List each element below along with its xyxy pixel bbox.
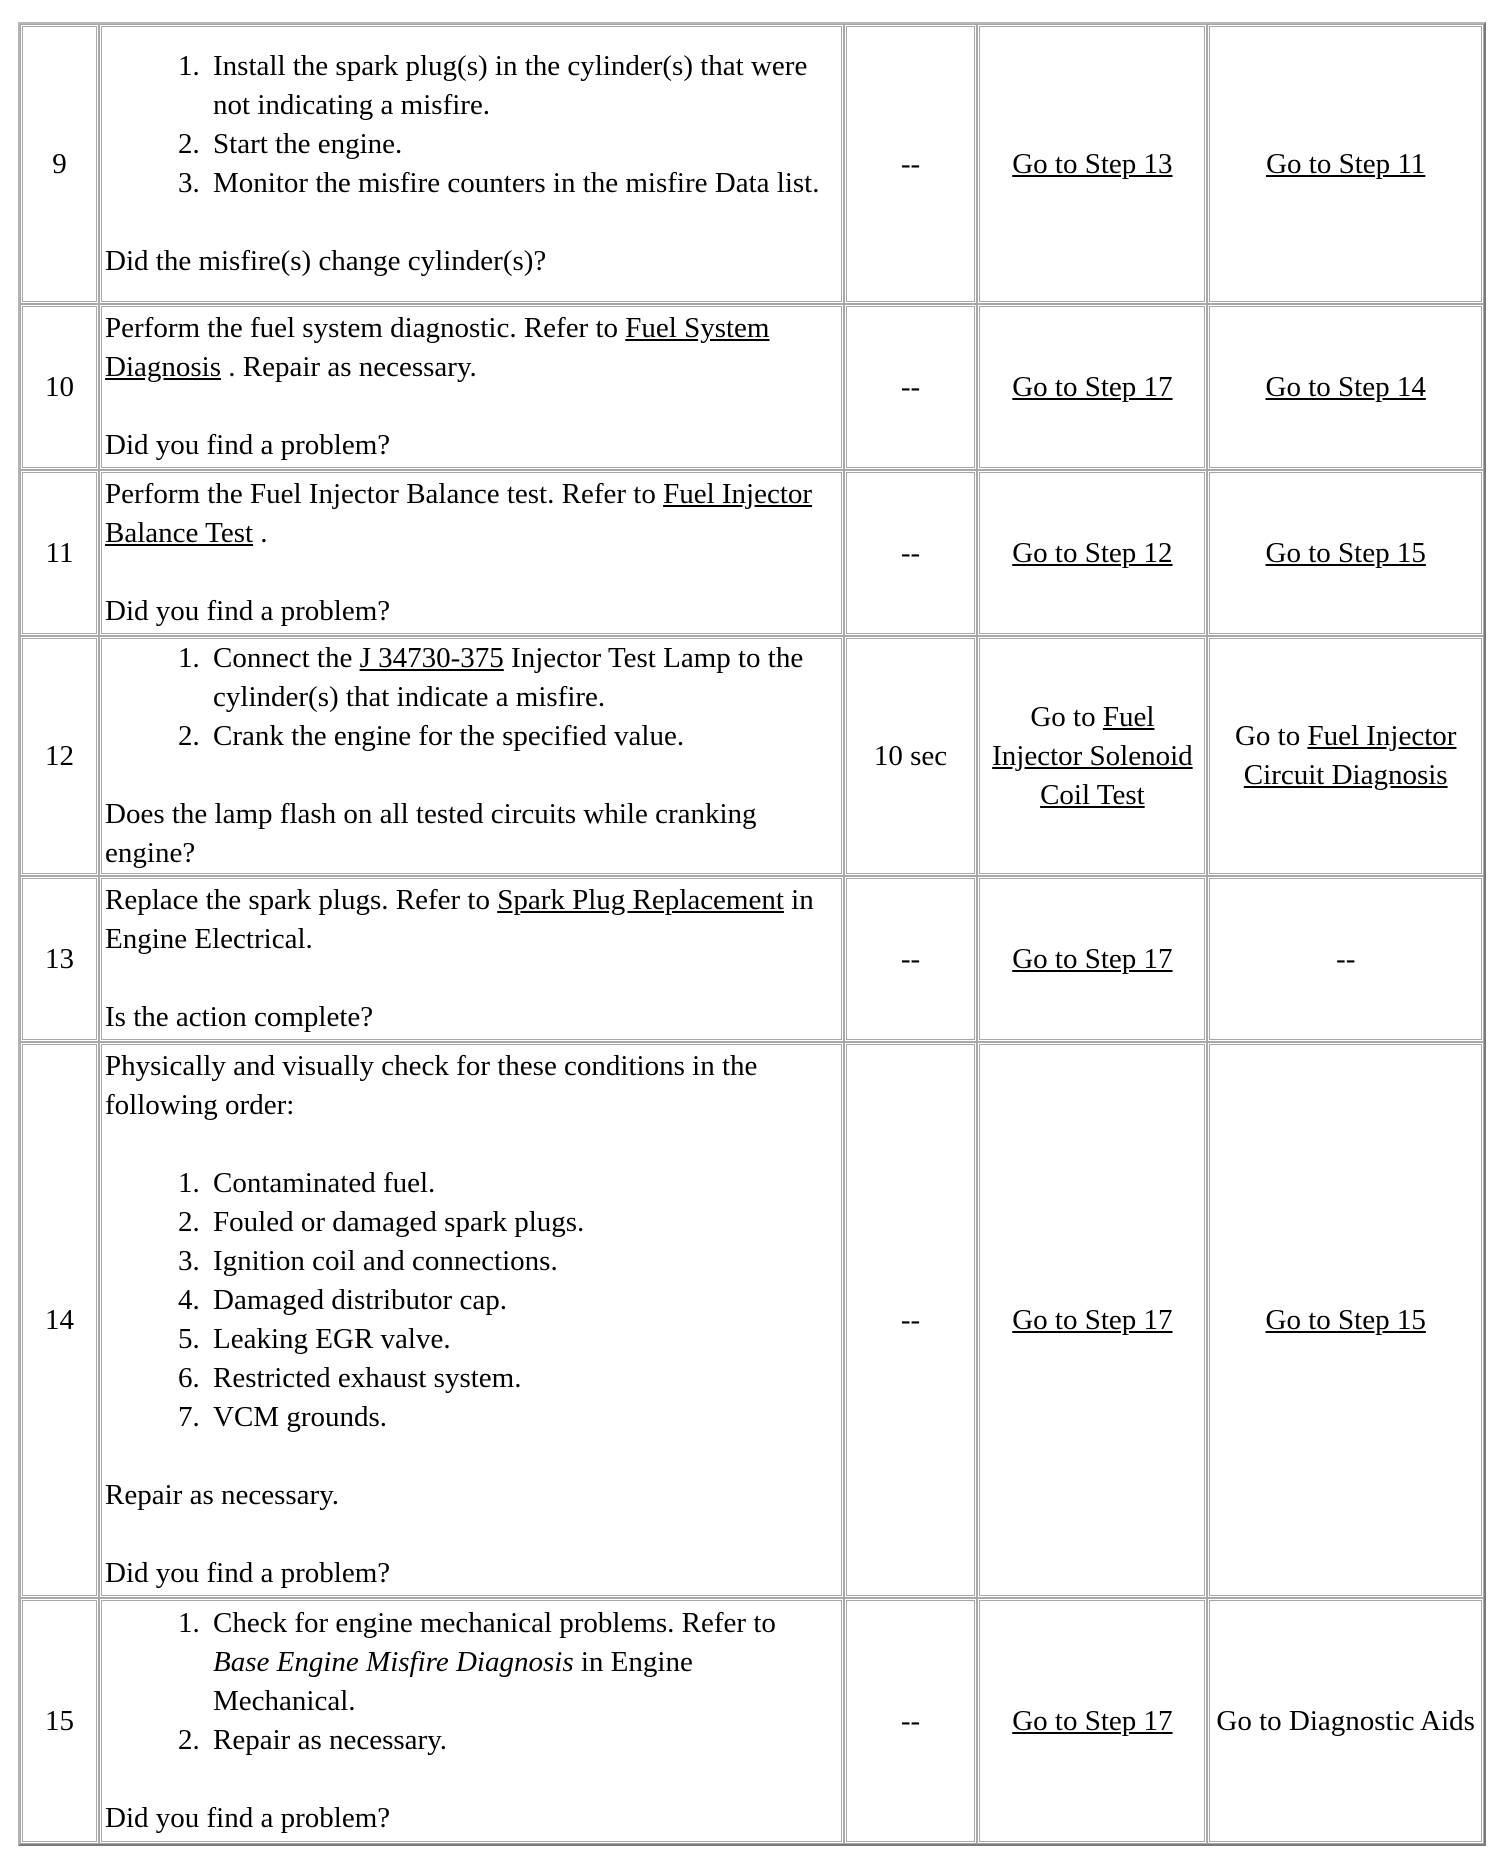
yes-cell xyxy=(977,876,1207,1042)
action-steps xyxy=(105,47,838,203)
action-cell xyxy=(99,1598,844,1844)
step-number: 14 xyxy=(20,1042,99,1598)
no-cell xyxy=(1207,470,1484,636)
action-step: 2. Start the engine. xyxy=(207,125,838,164)
action-cell xyxy=(99,636,844,876)
yes-link[interactable]: Go to Step 17 xyxy=(1012,1303,1173,1336)
diagnostic-table xyxy=(18,22,1486,1846)
table-row xyxy=(20,1598,1484,1844)
step-number: 10 xyxy=(20,304,99,470)
no-cell: Go to Fuel Injector Circuit Diagnosis xyxy=(1207,636,1484,876)
yes-cell xyxy=(977,24,1207,304)
value-cell: -- xyxy=(844,876,978,1042)
action-text: Replace the spark plugs. Refer to Spark Plug Replacement in Engine Electrical. xyxy=(105,884,814,955)
table-row xyxy=(20,24,1484,304)
table-row xyxy=(20,876,1484,1042)
value-cell: -- xyxy=(844,24,978,304)
step-number: 13 xyxy=(20,876,99,1042)
yes-link[interactable]: Go to Step 12 xyxy=(1012,536,1173,569)
action-question: Did the misfire(s) change cylinder(s)? xyxy=(105,245,547,277)
action-question: Does the lamp flash on all tested circuits while cranking engine? xyxy=(105,798,757,869)
action-step: 1. Contaminated fuel. xyxy=(207,1164,838,1203)
action-question: Did you find a problem? xyxy=(105,1557,391,1589)
spark-plug-replacement-link[interactable]: Spark Plug Replacement xyxy=(497,884,784,916)
table-row xyxy=(20,304,1484,470)
action-step: 7. VCM grounds. xyxy=(207,1398,838,1437)
action-step: 2. Repair as necessary. xyxy=(207,1721,838,1760)
value-cell: -- xyxy=(844,1598,978,1844)
action-question: Did you find a problem? xyxy=(105,1802,391,1834)
fuel-injector-balance-test-link[interactable]: Fuel Injector Balance Test xyxy=(105,478,813,549)
action-step: 1. Check for engine mechanical problems. Refer to Base Engine Misfire Diagnosis in Engine Mechanical. xyxy=(207,1604,838,1721)
action-cell xyxy=(99,304,844,470)
action-step: 2. Fouled or damaged spark plugs. xyxy=(207,1203,838,1242)
no-cell: -- xyxy=(1207,876,1484,1042)
action-steps xyxy=(105,1604,838,1760)
solenoid-coil-test-link[interactable]: Fuel Injector Solenoid Coil Test xyxy=(992,700,1193,811)
no-link[interactable]: Go to Step 15 xyxy=(1265,536,1426,569)
j34730-375-link[interactable]: J 34730-375 xyxy=(359,642,504,674)
action-text: Perform the fuel system diagnostic. Refer to Fuel System Diagnosis . Repair as necessary. xyxy=(105,312,770,383)
no-cell xyxy=(1207,304,1484,470)
no-cell xyxy=(1207,24,1484,304)
no-cell: Go to Diagnostic Aids xyxy=(1207,1598,1484,1844)
action-cell xyxy=(99,24,844,304)
yes-cell xyxy=(977,1042,1207,1598)
no-link[interactable]: Go to Step 14 xyxy=(1265,370,1426,403)
action-cell xyxy=(99,1042,844,1598)
yes-cell xyxy=(977,1598,1207,1844)
no-link[interactable]: Go to Step 15 xyxy=(1265,1303,1426,1336)
yes-link[interactable]: Go to Step 17 xyxy=(1012,1704,1173,1737)
step-number: 9 xyxy=(20,24,99,304)
fuel-system-diagnosis-link[interactable]: Fuel System Diagnosis xyxy=(105,312,770,383)
action-steps xyxy=(105,1164,838,1437)
action-step: 3. Ignition coil and connections. xyxy=(207,1242,838,1281)
action-question: Is the action complete? xyxy=(105,1001,374,1033)
table-row xyxy=(20,1042,1484,1598)
table-row xyxy=(20,470,1484,636)
action-question: Did you find a problem? xyxy=(105,595,391,627)
value-cell: -- xyxy=(844,470,978,636)
action-step: 5. Leaking EGR valve. xyxy=(207,1320,838,1359)
no-link[interactable]: Go to Step 11 xyxy=(1266,147,1426,180)
action-cell xyxy=(99,876,844,1042)
value-cell: -- xyxy=(844,1042,978,1598)
table-row xyxy=(20,636,1484,876)
action-step: 4. Damaged distributor cap. xyxy=(207,1281,838,1320)
action-step: 6. Restricted exhaust system. xyxy=(207,1359,838,1398)
action-question: Did you find a problem? xyxy=(105,429,391,461)
no-cell xyxy=(1207,1042,1484,1598)
action-step: 1. Connect the J 34730-375 Injector Test Lamp to the cylinder(s) that indicate a misfire. xyxy=(207,639,838,717)
action-step: 2. Crank the engine for the specified value. xyxy=(207,717,838,756)
yes-link[interactable]: Go to Step 17 xyxy=(1012,942,1173,975)
action-text: Perform the Fuel Injector Balance test. Refer to Fuel Injector Balance Test . xyxy=(105,478,813,549)
step-number: 11 xyxy=(20,470,99,636)
yes-link[interactable]: Go to Step 13 xyxy=(1012,147,1173,180)
action-intro: Physically and visually check for these conditions in the following order: xyxy=(105,1050,758,1121)
yes-cell xyxy=(977,304,1207,470)
action-repair: Repair as necessary. xyxy=(105,1479,340,1511)
action-step: 3. Monitor the misfire counters in the misfire Data list. xyxy=(207,164,838,203)
step-number: 15 xyxy=(20,1598,99,1844)
injector-circuit-diagnosis-link[interactable]: Fuel Injector Circuit Diagnosis xyxy=(1243,720,1457,791)
yes-cell xyxy=(977,470,1207,636)
yes-cell: Go to Fuel Injector Solenoid Coil Test xyxy=(977,636,1207,876)
yes-link[interactable]: Go to Step 17 xyxy=(1012,370,1173,403)
step-number: 12 xyxy=(20,636,99,876)
value-cell: -- xyxy=(844,304,978,470)
action-cell xyxy=(99,470,844,636)
value-cell: 10 sec xyxy=(844,636,978,876)
base-engine-misfire-reference: Base Engine Misfire Diagnosis xyxy=(213,1646,574,1678)
action-steps xyxy=(105,639,838,756)
action-step: 1. Install the spark plug(s) in the cylinder(s) that were not indicating a misfire. xyxy=(207,47,838,125)
